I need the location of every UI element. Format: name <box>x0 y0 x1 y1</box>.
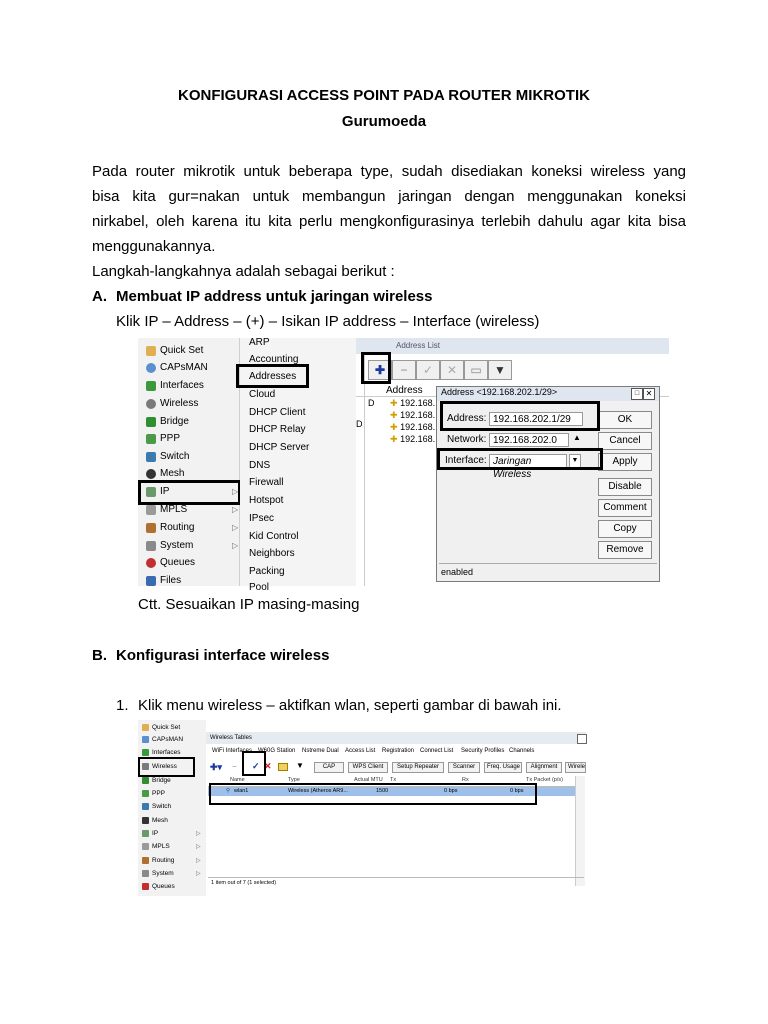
menu-item-queues[interactable] <box>142 881 175 892</box>
menu-label: Quick Set <box>152 724 181 731</box>
chevron-down-icon[interactable]: ▼ <box>569 454 581 468</box>
wlan-icon: ⚲ <box>226 788 231 794</box>
wireless-icon <box>146 399 156 409</box>
menu-label: MPLS <box>160 504 188 515</box>
menu-label: System <box>160 540 194 551</box>
menu-label: IP <box>152 830 159 837</box>
section-a-letter: A. <box>92 288 107 305</box>
cross-icon[interactable]: ✕ <box>264 761 272 771</box>
menu-item-switch[interactable] <box>142 801 171 812</box>
quick-set-icon <box>142 724 149 731</box>
maximize-icon[interactable]: □ <box>631 388 643 400</box>
maximize-icon[interactable] <box>577 734 587 744</box>
menu-item-capsman[interactable] <box>142 734 183 745</box>
address-field[interactable]: 192.168.202.1/29 <box>489 412 583 426</box>
menu-item-mpls[interactable] <box>142 841 201 852</box>
switch-icon <box>142 803 149 810</box>
menu-label: Wireless <box>152 763 177 770</box>
minus-icon: − <box>400 363 408 377</box>
intro-line: Pada router mikrotik untuk beberapa type, sudah disediakan koneksi wireless yang <box>92 163 686 180</box>
network-label: Network: <box>447 434 487 445</box>
column-tx: Tx <box>390 777 397 783</box>
section-b-title: Konfigurasi interface wireless <box>116 647 330 664</box>
submenu-item-neighbors[interactable]: Neighbors <box>249 548 295 559</box>
address-icon: ✚ <box>390 398 398 408</box>
mpls-icon <box>146 505 156 515</box>
tab-security-profiles[interactable]: Security Profiles <box>461 748 505 754</box>
highlight-address-field <box>440 401 600 431</box>
row-flag: D <box>356 419 363 429</box>
network-field[interactable]: 192.168.202.0 <box>489 433 569 447</box>
menu-item-wireless[interactable] <box>146 395 198 412</box>
row-tx: 0 bps <box>444 788 458 794</box>
highlight-addresses <box>236 364 309 388</box>
menu-label: Bridge <box>160 416 189 427</box>
submenu-arrow-icon: ▷ <box>232 487 239 496</box>
address-list-titlebar: Address List <box>356 338 669 354</box>
remove-button[interactable]: Remove <box>598 541 652 559</box>
menu-label: Quick Set <box>160 345 204 356</box>
intro-line: nirkabel, oleh karena itu kita perlu mengkonfigurasinya terlebih dahulu agar kita bisa <box>92 213 686 230</box>
tab-channels[interactable]: Channels <box>509 748 535 754</box>
interfaces-icon <box>146 381 156 391</box>
author: Gurumoeda <box>341 113 427 130</box>
submenu-arrow-icon: ▷ <box>232 523 239 532</box>
menu-label: Queues <box>160 557 196 568</box>
column-type: Type <box>288 777 300 783</box>
note-a: Ctt. Sesuaikan IP masing-masing <box>138 596 360 613</box>
wireless-tables-window <box>206 720 586 896</box>
menu-label: CAPsMAN <box>152 736 184 743</box>
tab-w60g-station[interactable]: W60G Station <box>258 748 296 754</box>
switch-icon <box>146 452 156 462</box>
menu-item-system[interactable] <box>142 868 201 879</box>
disable-button[interactable]: Disable <box>598 478 652 496</box>
submenu-item-dhcp-server[interactable]: DHCP Server <box>249 442 310 453</box>
menu-label: PPP <box>160 433 181 444</box>
list-row[interactable] <box>390 422 435 433</box>
winbox-main-menu-2 <box>138 720 207 896</box>
comment-button[interactable]: Comment <box>598 499 652 517</box>
scanner-button[interactable]: Scanner <box>448 762 480 773</box>
comment-icon: ▭ <box>470 363 482 377</box>
cross-icon: ✕ <box>446 363 458 377</box>
alignment-button[interactable]: Alignment <box>526 762 562 773</box>
highlight-add-button <box>361 352 391 384</box>
menu-label: Mesh <box>152 817 168 824</box>
submenu-item-hotspot[interactable]: Hotspot <box>249 495 284 506</box>
submenu-item-arp[interactable]: ARP <box>249 337 270 348</box>
comment-button[interactable] <box>464 360 488 380</box>
row-rx: 0 bps <box>510 788 524 794</box>
queues-icon <box>146 558 156 568</box>
submenu-arrow-icon: ▷ <box>196 871 201 877</box>
menu-item-routing[interactable] <box>146 519 239 536</box>
apply-button[interactable]: Apply <box>598 453 652 471</box>
submenu-item-dns[interactable]: DNS <box>249 460 271 471</box>
minus-icon[interactable]: − <box>232 762 237 771</box>
quick-set-icon <box>146 346 156 356</box>
interface-label: Interface: <box>445 455 487 466</box>
menu-item-mesh[interactable] <box>142 815 168 826</box>
menu-item-interfaces[interactable] <box>146 377 204 394</box>
submenu-item-dhcp-client[interactable]: DHCP Client <box>249 407 306 418</box>
menu-item-quick-set[interactable] <box>142 722 180 733</box>
menu-label: Bridge <box>152 777 171 784</box>
highlight-wlan-row <box>209 783 537 805</box>
menu-item-ppp[interactable] <box>146 430 180 447</box>
list-row[interactable] <box>390 434 435 445</box>
submenu-arrow-icon: ▷ <box>196 831 201 837</box>
tab-access-list[interactable]: Access List <box>345 748 376 754</box>
submenu-item-firewall[interactable]: Firewall <box>249 477 284 488</box>
submenu-item-packing[interactable]: Packing <box>249 566 285 577</box>
steps-intro: Langkah-langkahnya adalah sebagai berikut : <box>92 263 395 280</box>
step-b1-num: 1. <box>116 697 129 714</box>
interface-select[interactable]: Jaringan Wireless <box>489 454 567 468</box>
system-icon <box>142 870 149 877</box>
menu-label: Queues <box>152 883 175 890</box>
row-address: 192.168. <box>400 410 436 420</box>
menu-item-quick-set[interactable] <box>146 342 203 359</box>
capsman-icon <box>146 363 156 373</box>
menu-label: Switch <box>160 451 190 462</box>
submenu-item-addresses[interactable]: Addresses <box>249 371 297 382</box>
menu-label: Routing <box>160 522 195 533</box>
files-icon <box>146 576 156 586</box>
wireless-sniffer-button[interactable]: Wirele <box>565 762 586 773</box>
step-b1-text: Klik menu wireless – aktifkan wlan, seperti gambar di bawah ini. <box>138 697 562 714</box>
address-icon: ✚ <box>390 434 398 444</box>
submenu-arrow-icon: ▷ <box>196 858 201 864</box>
routing-icon <box>146 523 156 533</box>
menu-label: IP <box>160 486 170 497</box>
dialog-titlebar <box>437 387 659 401</box>
highlight-ip-menu <box>138 480 241 505</box>
row-flag: D <box>368 398 375 408</box>
wps-client-button[interactable]: WPS Client <box>348 762 388 773</box>
page-title: KONFIGURASI ACCESS POINT PADA ROUTER MIKROTIK <box>178 87 590 104</box>
check-icon: ✓ <box>422 363 434 377</box>
filter-button[interactable] <box>488 360 512 380</box>
menu-label: CAPsMAN <box>160 362 208 373</box>
bridge-icon <box>146 417 156 427</box>
submenu-item-pool[interactable]: Pool <box>249 582 270 593</box>
menu-label: Wireless <box>160 398 199 409</box>
menu-label: Files <box>160 575 182 586</box>
system-icon <box>146 541 156 551</box>
menu-label: MPLS <box>152 843 170 850</box>
submenu-item-dhcp-relay[interactable]: DHCP Relay <box>249 424 306 435</box>
ok-button[interactable]: OK <box>598 411 652 429</box>
column-divider <box>364 352 365 586</box>
cap-button[interactable]: CAP <box>314 762 344 773</box>
row-type: Wireless (Atheros AR9... <box>288 788 348 794</box>
highlight-interface-field <box>437 448 603 470</box>
ppp-icon <box>146 434 156 444</box>
menu-label: PPP <box>152 790 166 797</box>
menu-item-routing[interactable] <box>142 855 201 866</box>
submenu-item-cloud[interactable]: Cloud <box>249 389 276 400</box>
intro-paragraph <box>92 159 686 259</box>
capsman-icon <box>142 736 149 743</box>
tab-registration[interactable]: Registration <box>382 748 415 754</box>
tab-connect-list[interactable]: Connect List <box>420 748 454 754</box>
menu-item-ppp[interactable] <box>142 788 165 799</box>
submenu-item-accounting[interactable]: Accounting <box>249 354 299 365</box>
ppp-icon <box>142 790 149 797</box>
mpls-icon <box>142 843 149 850</box>
winbox-main-menu <box>138 338 240 586</box>
vertical-scrollbar[interactable] <box>575 776 585 886</box>
submenu-arrow-icon: ▷ <box>196 844 201 850</box>
menu-label: Interfaces <box>160 380 204 391</box>
tab-nstreme-dual[interactable]: Nstreme Dual <box>302 748 339 754</box>
add-icon[interactable]: ✚▾ <box>210 762 223 772</box>
instruction-a: Klik IP – Address – (+) – Isikan IP address – Interface (wireless) <box>116 313 540 330</box>
interfaces-icon <box>142 749 149 756</box>
column-mtu: Actual MTU <box>354 777 383 783</box>
routing-icon <box>142 857 149 864</box>
status-bar: enabled <box>439 563 657 579</box>
mesh-icon <box>142 817 149 824</box>
menu-item-ip[interactable] <box>142 828 201 839</box>
column-tx-packet: Tx Packet (p/s) <box>526 777 563 783</box>
menu-item-queues[interactable] <box>146 554 195 571</box>
menu-item-bridge[interactable] <box>146 413 189 430</box>
menu-label: System <box>152 870 174 877</box>
cancel-button[interactable]: Cancel <box>598 432 652 450</box>
menu-item-files[interactable] <box>146 572 181 589</box>
submenu-arrow-icon: ▷ <box>232 541 239 550</box>
section-a-title: Membuat IP address untuk jaringan wireless <box>116 288 433 305</box>
submenu-arrow-icon: ▷ <box>232 505 239 514</box>
plus-icon: ✚ <box>374 363 386 377</box>
menu-label: Switch <box>152 803 172 810</box>
intro-line: bisa kita gur=nakan untuk membangun jaringan dengan menggunakan koneksi <box>92 188 686 205</box>
remove-button[interactable] <box>392 360 416 380</box>
intro-line: menggunakannya. <box>92 238 216 255</box>
filter-icon: ▼ <box>494 363 506 377</box>
copy-button[interactable]: Copy <box>598 520 652 538</box>
check-icon[interactable]: ✓ <box>252 761 260 771</box>
filter-icon[interactable]: ▼ <box>296 761 304 770</box>
column-name: Name <box>230 777 245 783</box>
submenu-item-ipsec[interactable]: IPsec <box>249 513 275 524</box>
row-address: 192.168. <box>400 398 436 408</box>
menu-label: Interfaces <box>152 749 181 756</box>
setup-repeater-button[interactable]: Setup Repeater <box>392 762 444 773</box>
enable-button[interactable] <box>416 360 440 380</box>
menu-label: Mesh <box>160 468 185 479</box>
queues-icon <box>142 883 149 890</box>
wireless-titlebar: Wireless Tables <box>206 732 586 744</box>
menu-item-system[interactable] <box>146 537 239 554</box>
comment-icon[interactable] <box>278 763 288 771</box>
row-address: 192.168. <box>400 434 436 444</box>
list-row[interactable] <box>390 410 435 421</box>
list-header-address: Address <box>356 385 669 397</box>
section-b-letter: B. <box>92 647 107 664</box>
list-row[interactable] <box>390 398 435 409</box>
bridge-icon <box>142 777 149 784</box>
menu-label: Routing <box>152 857 175 864</box>
close-icon[interactable]: ✕ <box>643 388 655 400</box>
address-icon: ✚ <box>390 422 398 432</box>
row-name: wlan1 <box>234 788 249 794</box>
menu-item-switch[interactable] <box>146 448 189 465</box>
row-address: 192.168. <box>400 422 436 432</box>
highlight-wireless-menu <box>138 757 195 777</box>
submenu-item-kid-control[interactable]: Kid Control <box>249 531 299 542</box>
dialog-title: Address <192.168.202.1/29> <box>441 387 558 397</box>
triangle-up-icon[interactable]: ▲ <box>573 433 581 442</box>
highlight-enable-button <box>242 751 266 776</box>
mesh-icon <box>146 469 156 479</box>
column-rx: Rx <box>462 777 469 783</box>
tab-wifi-interfaces[interactable]: WiFi Interfaces <box>212 748 253 754</box>
row-mtu: 1500 <box>376 788 389 794</box>
ip-icon <box>142 830 149 837</box>
disable-button[interactable] <box>440 360 464 380</box>
freq-usage-button[interactable]: Freq. Usage <box>484 762 522 773</box>
status-bar: 1 item out of 7 (1 selected) <box>208 877 584 887</box>
menu-item-capsman[interactable] <box>146 359 208 376</box>
address-label: Address: <box>447 413 487 424</box>
address-icon: ✚ <box>390 410 398 420</box>
